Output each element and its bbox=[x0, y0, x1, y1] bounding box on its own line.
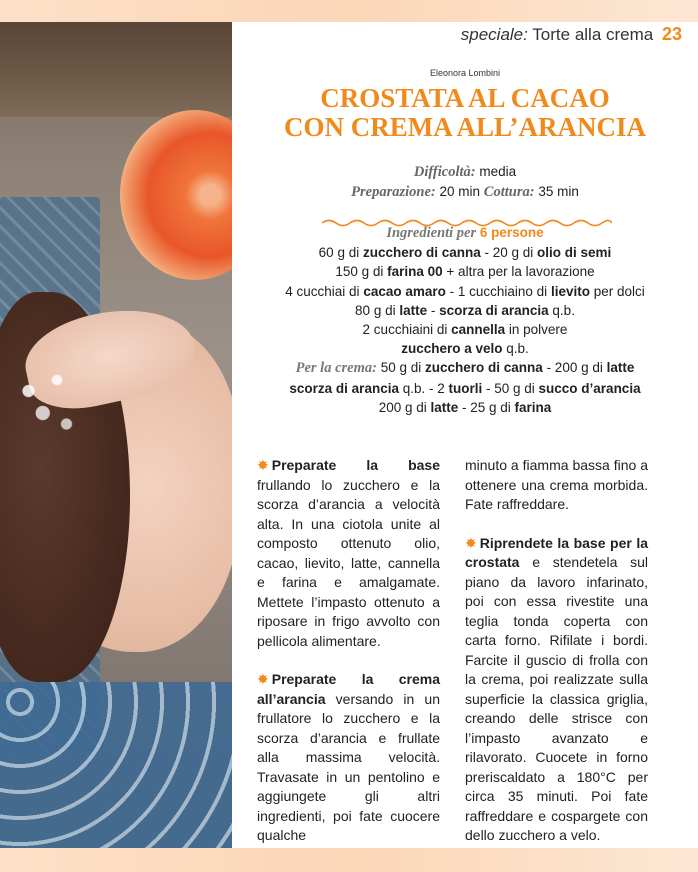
step-2-text-end: minuto a fiamma bassa fino a ottenere una crema morbida. Fate raffreddare. bbox=[465, 457, 648, 512]
sun-bullet-icon: ✸ bbox=[257, 671, 269, 687]
step-2 bbox=[257, 670, 440, 846]
section-label: speciale: bbox=[460, 25, 528, 44]
ingredient-line: scorza di arancia q.b. - 2 tuorli - 50 g di succo d’arancia bbox=[289, 380, 641, 396]
author-name: Eleonora Lombini bbox=[429, 68, 501, 78]
crema-label: Per la crema: bbox=[295, 360, 377, 377]
ingredient-line: 60 g di zucchero di canna - 20 g di olio di semi bbox=[318, 245, 612, 261]
crema-line-1: 50 g di zucchero di canna - 200 g di latte bbox=[380, 360, 635, 376]
difficulty-label: Difficoltà: bbox=[413, 164, 476, 180]
ingredients-heading bbox=[232, 223, 698, 243]
prep-value: 20 min bbox=[439, 184, 481, 199]
powdered-sugar bbox=[0, 347, 95, 457]
recipe-title bbox=[232, 84, 698, 142]
ingredient-line: 80 g di latte - scorza di arancia q.b. bbox=[355, 302, 575, 318]
cook-value: 35 min bbox=[538, 184, 579, 199]
step-3 bbox=[465, 534, 648, 846]
prep-label: Preparazione: bbox=[351, 184, 436, 200]
top-decorative-strip bbox=[0, 0, 698, 22]
step-2-text: versando in un frullatore lo zucchero e la scorza d’arancia e frullate alla massima velocità. Travasate in un pentolino e aggiungete gli altri ingredienti, poi fate cuocere qualche bbox=[257, 690, 441, 843]
patterned-tile bbox=[0, 682, 232, 848]
sun-bullet-icon: ✸ bbox=[465, 534, 477, 551]
page-number: 23 bbox=[661, 24, 682, 44]
bottom-decorative-strip bbox=[0, 848, 698, 872]
sun-bullet-icon: ✸ bbox=[257, 457, 269, 473]
article-text-area bbox=[232, 22, 698, 848]
ingredient-line: zucchero a velo q.b. bbox=[401, 341, 529, 357]
crema-ingredient-line bbox=[232, 358, 698, 378]
difficulty-value: media bbox=[479, 164, 517, 179]
ingredient-line: 4 cucchiai di cacao amaro - 1 cucchiaino di lievito per dolci bbox=[285, 283, 645, 299]
cake-photo bbox=[0, 22, 232, 848]
section-title: Torte alla crema bbox=[532, 25, 654, 44]
ingredient-line: 2 cucchiaini di cannella in polvere bbox=[362, 322, 568, 338]
step-3-text: e stendetela sul piano da lavoro infarinato, poi con essa rivestite una teglia tonda coperta con carta forno. Rifilate i bordi. Farcite il guscio di frolla con la crema, poi realizzate sulla superficie la classica griglia, creando delle strisce con l’impasto avanzato e rilavorato. Cuocete in forno preriscaldato a 180°C per circa 35 minuti. Poi fate raffreddare e cospargete con dello zucchero a velo. bbox=[465, 554, 648, 843]
ingredient-line: 200 g di latte - 25 g di farina bbox=[378, 399, 552, 415]
page-header bbox=[461, 24, 682, 45]
step-1 bbox=[257, 456, 440, 651]
title-line-2: CON CREMA ALL’ARANCIA bbox=[283, 112, 647, 142]
blood-orange-half bbox=[120, 110, 232, 280]
step-1-text: frullando lo zucchero e la scorza d’arancia a velocità alta. In una ciotola unite al composto ottenuto olio, cacao, lievito, latte, cannella e farina e amalgamate. Mettete l’impasto ottenuto a riposare in frigo avvolto con pellicola alimentare. bbox=[257, 476, 440, 649]
left-column bbox=[257, 456, 440, 846]
step-2-heading: Preparate la crema all’arancia bbox=[257, 671, 440, 707]
wooden-board bbox=[0, 22, 232, 117]
right-column bbox=[465, 456, 648, 846]
ingredient-line: 150 g di farina 00 + altra per la lavorazione bbox=[335, 264, 595, 280]
step-2-continuation bbox=[465, 456, 648, 515]
ingredients-block bbox=[232, 223, 698, 417]
time-line bbox=[232, 184, 698, 201]
ingredients-label: Ingredienti per bbox=[386, 225, 477, 241]
servings: 6 persone bbox=[479, 225, 544, 240]
title-line-1: CROSTATA AL CACAO bbox=[320, 83, 610, 113]
cook-label: Cottura: bbox=[483, 184, 535, 200]
difficulty-line bbox=[232, 164, 698, 181]
step-1-heading: Preparate la base bbox=[271, 457, 440, 473]
step-3-heading: Riprendete la base per la crostata bbox=[465, 534, 648, 570]
